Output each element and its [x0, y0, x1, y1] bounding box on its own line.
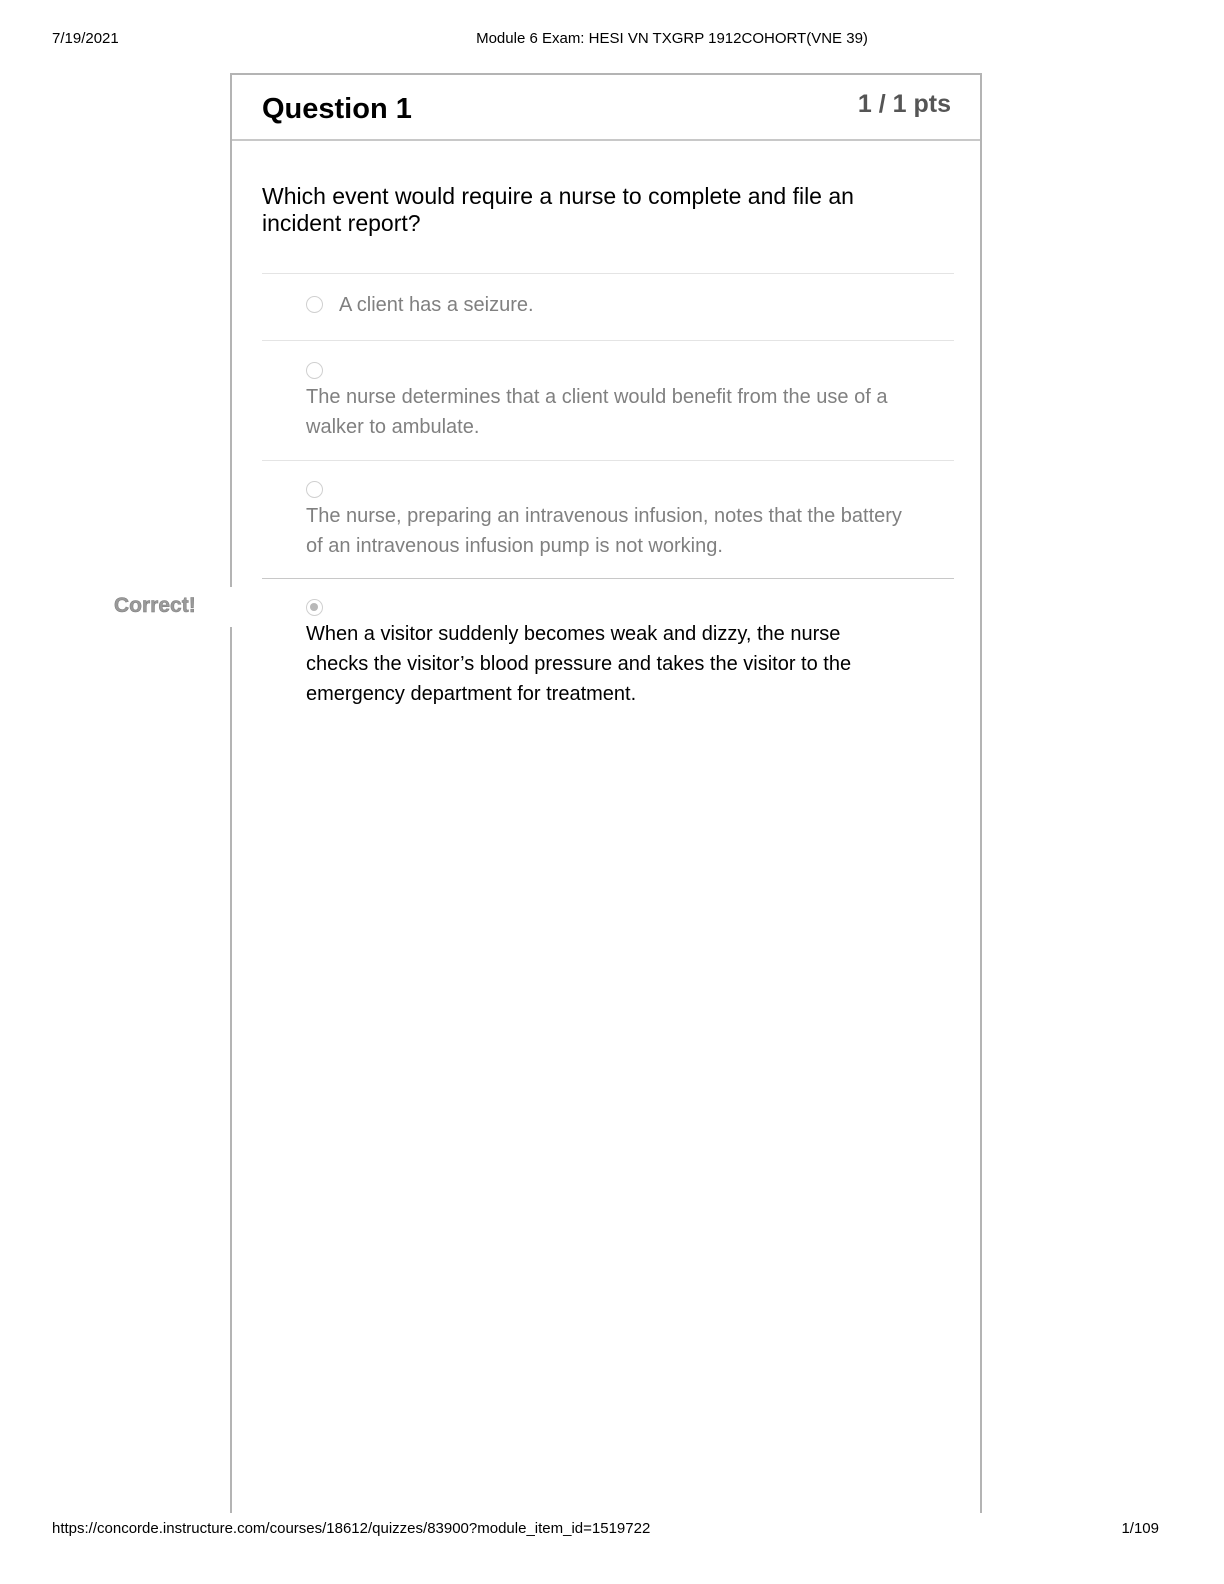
question-header — [232, 75, 980, 141]
print-footer-url: https://concorde.instructure.com/courses/18612/quizzes/83900?module_item_id=1519722 — [52, 1520, 651, 1537]
answer-text: The nurse, preparing an intravenous infusion, notes that the battery of an intravenous infusion pump is not working. — [306, 505, 902, 557]
answer-option[interactable] — [262, 460, 954, 578]
radio-button-selected[interactable] — [306, 599, 323, 616]
correct-answer-label: Correct! — [114, 594, 232, 618]
answer-text: When a visitor suddenly becomes weak and dizzy, the nurse checks the visitor’s blood pressure and takes the visitor to the emergency department for treatment. — [306, 623, 852, 705]
question-card — [230, 73, 982, 1513]
answer-text: The nurse determines that a client would benefit from the use of a walker to ambulate. — [306, 386, 888, 438]
print-footer-page: 1/109 — [1121, 1520, 1159, 1537]
question-points: 1 / 1 pts — [857, 90, 951, 118]
radio-button[interactable] — [306, 296, 323, 313]
answer-option-correct[interactable] — [262, 578, 954, 728]
question-title: Question 1 — [262, 93, 412, 125]
answer-list — [262, 273, 954, 728]
radio-button[interactable] — [306, 362, 323, 379]
print-header-date: 7/19/2021 — [52, 30, 119, 47]
answer-option[interactable] — [262, 340, 954, 460]
question-text: Which event would require a nurse to complete and file an incident report? — [262, 183, 854, 236]
print-header-title: Module 6 Exam: HESI VN TXGRP 1912COHORT(VNE 39) — [476, 30, 868, 47]
answer-option[interactable] — [262, 273, 954, 340]
radio-button[interactable] — [306, 481, 323, 498]
answer-text: A client has a seizure. — [339, 294, 534, 316]
